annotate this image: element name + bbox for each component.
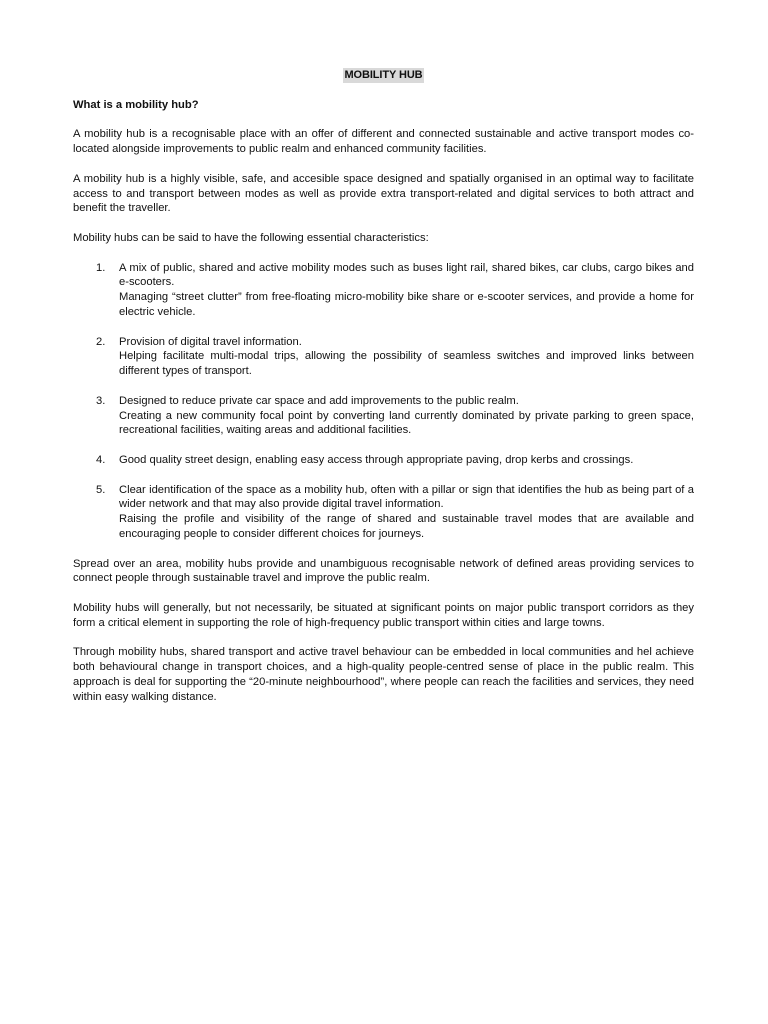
closing-paragraph-1: Spread over an area, mobility hubs provide and unambiguous recognisable network of defined areas providing services to connect people through sustainable travel and improve the public realm. (73, 557, 694, 585)
document-page (73, 68, 694, 719)
intro-paragraph-3: Mobility hubs can be said to have the following essential characteristics: (73, 231, 429, 244)
characteristics-list (73, 261, 694, 542)
list-item-text: Creating a new community focal point by converting land currently dominated by private parking to green space, recreational facilities, waiting areas and additional facilities. (119, 409, 694, 437)
closing-paragraph-2: Mobility hubs will generally, but not necessarily, be situated at significant points on major public transport corridors as they form a critical element in supporting the role of high-frequency public transport within cities and large towns. (73, 601, 694, 629)
list-item-text: A mix of public, shared and active mobility modes such as buses light rail, shared bikes, car clubs, cargo bikes and e-scooters. (119, 261, 694, 289)
list-item-text: Helping facilitate multi-modal trips, allowing the possibility of seamless switches and improved links between different types of transport. (119, 350, 694, 378)
intro-paragraph-1: A mobility hub is a recognisable place with an offer of different and connected sustainable and active transport modes co-located alongside improvements to public realm and enhanced community facilities. (73, 128, 694, 156)
list-item (73, 483, 694, 542)
list-item-number: 2. (96, 335, 106, 348)
intro-paragraph-2: A mobility hub is a highly visible, safe, and accesible space designed and spatially organised in an optimal way to facilitate access to and transport between modes as well as provide extra transport-related and digital services to both attract and benefit the traveller. (73, 172, 694, 215)
list-item (73, 335, 694, 379)
list-item-number: 4. (96, 453, 106, 466)
document-title: MOBILITY HUB (344, 69, 423, 81)
list-item-text: Good quality street design, enabling easy access through appropriate paving, drop kerbs and crossings. (119, 453, 634, 466)
list-item-number: 3. (96, 394, 106, 407)
title-wrapper (73, 68, 694, 83)
list-item (73, 261, 694, 320)
list-item-text: Managing “street clutter” from free-floating micro-mobility bike share or e-scooter services, and provide a home for electric vehicle. (119, 291, 694, 318)
list-item-text: Raising the profile and visibility of the range of shared and sustainable travel modes that are available and encouraging people to consider different choices for journeys. (119, 513, 694, 540)
section-heading: What is a mobility hub? (73, 98, 199, 111)
list-item (73, 453, 694, 468)
list-item-text: Designed to reduce private car space and add improvements to the public realm. (119, 394, 519, 407)
list-item-number: 1. (96, 261, 106, 274)
list-item-number: 5. (96, 483, 106, 496)
list-item-text: Clear identification of the space as a mobility hub, often with a pillar or sign that identifies the hub as being part of a wider network and that may also provide digital travel information. (119, 483, 694, 511)
closing-paragraph-3: Through mobility hubs, shared transport and active travel behaviour can be embedded in local communities and hel achieve both behavioural change in transport choices, and a high-quality people-centred sense of place in the public realm. This approach is deal for supporting the “20-minute neighbourhood”, where people can reach the facilities and services, they need within easy walking distance. (73, 646, 694, 703)
list-item-text: Provision of digital travel information. (119, 335, 302, 348)
list-item (73, 394, 694, 438)
